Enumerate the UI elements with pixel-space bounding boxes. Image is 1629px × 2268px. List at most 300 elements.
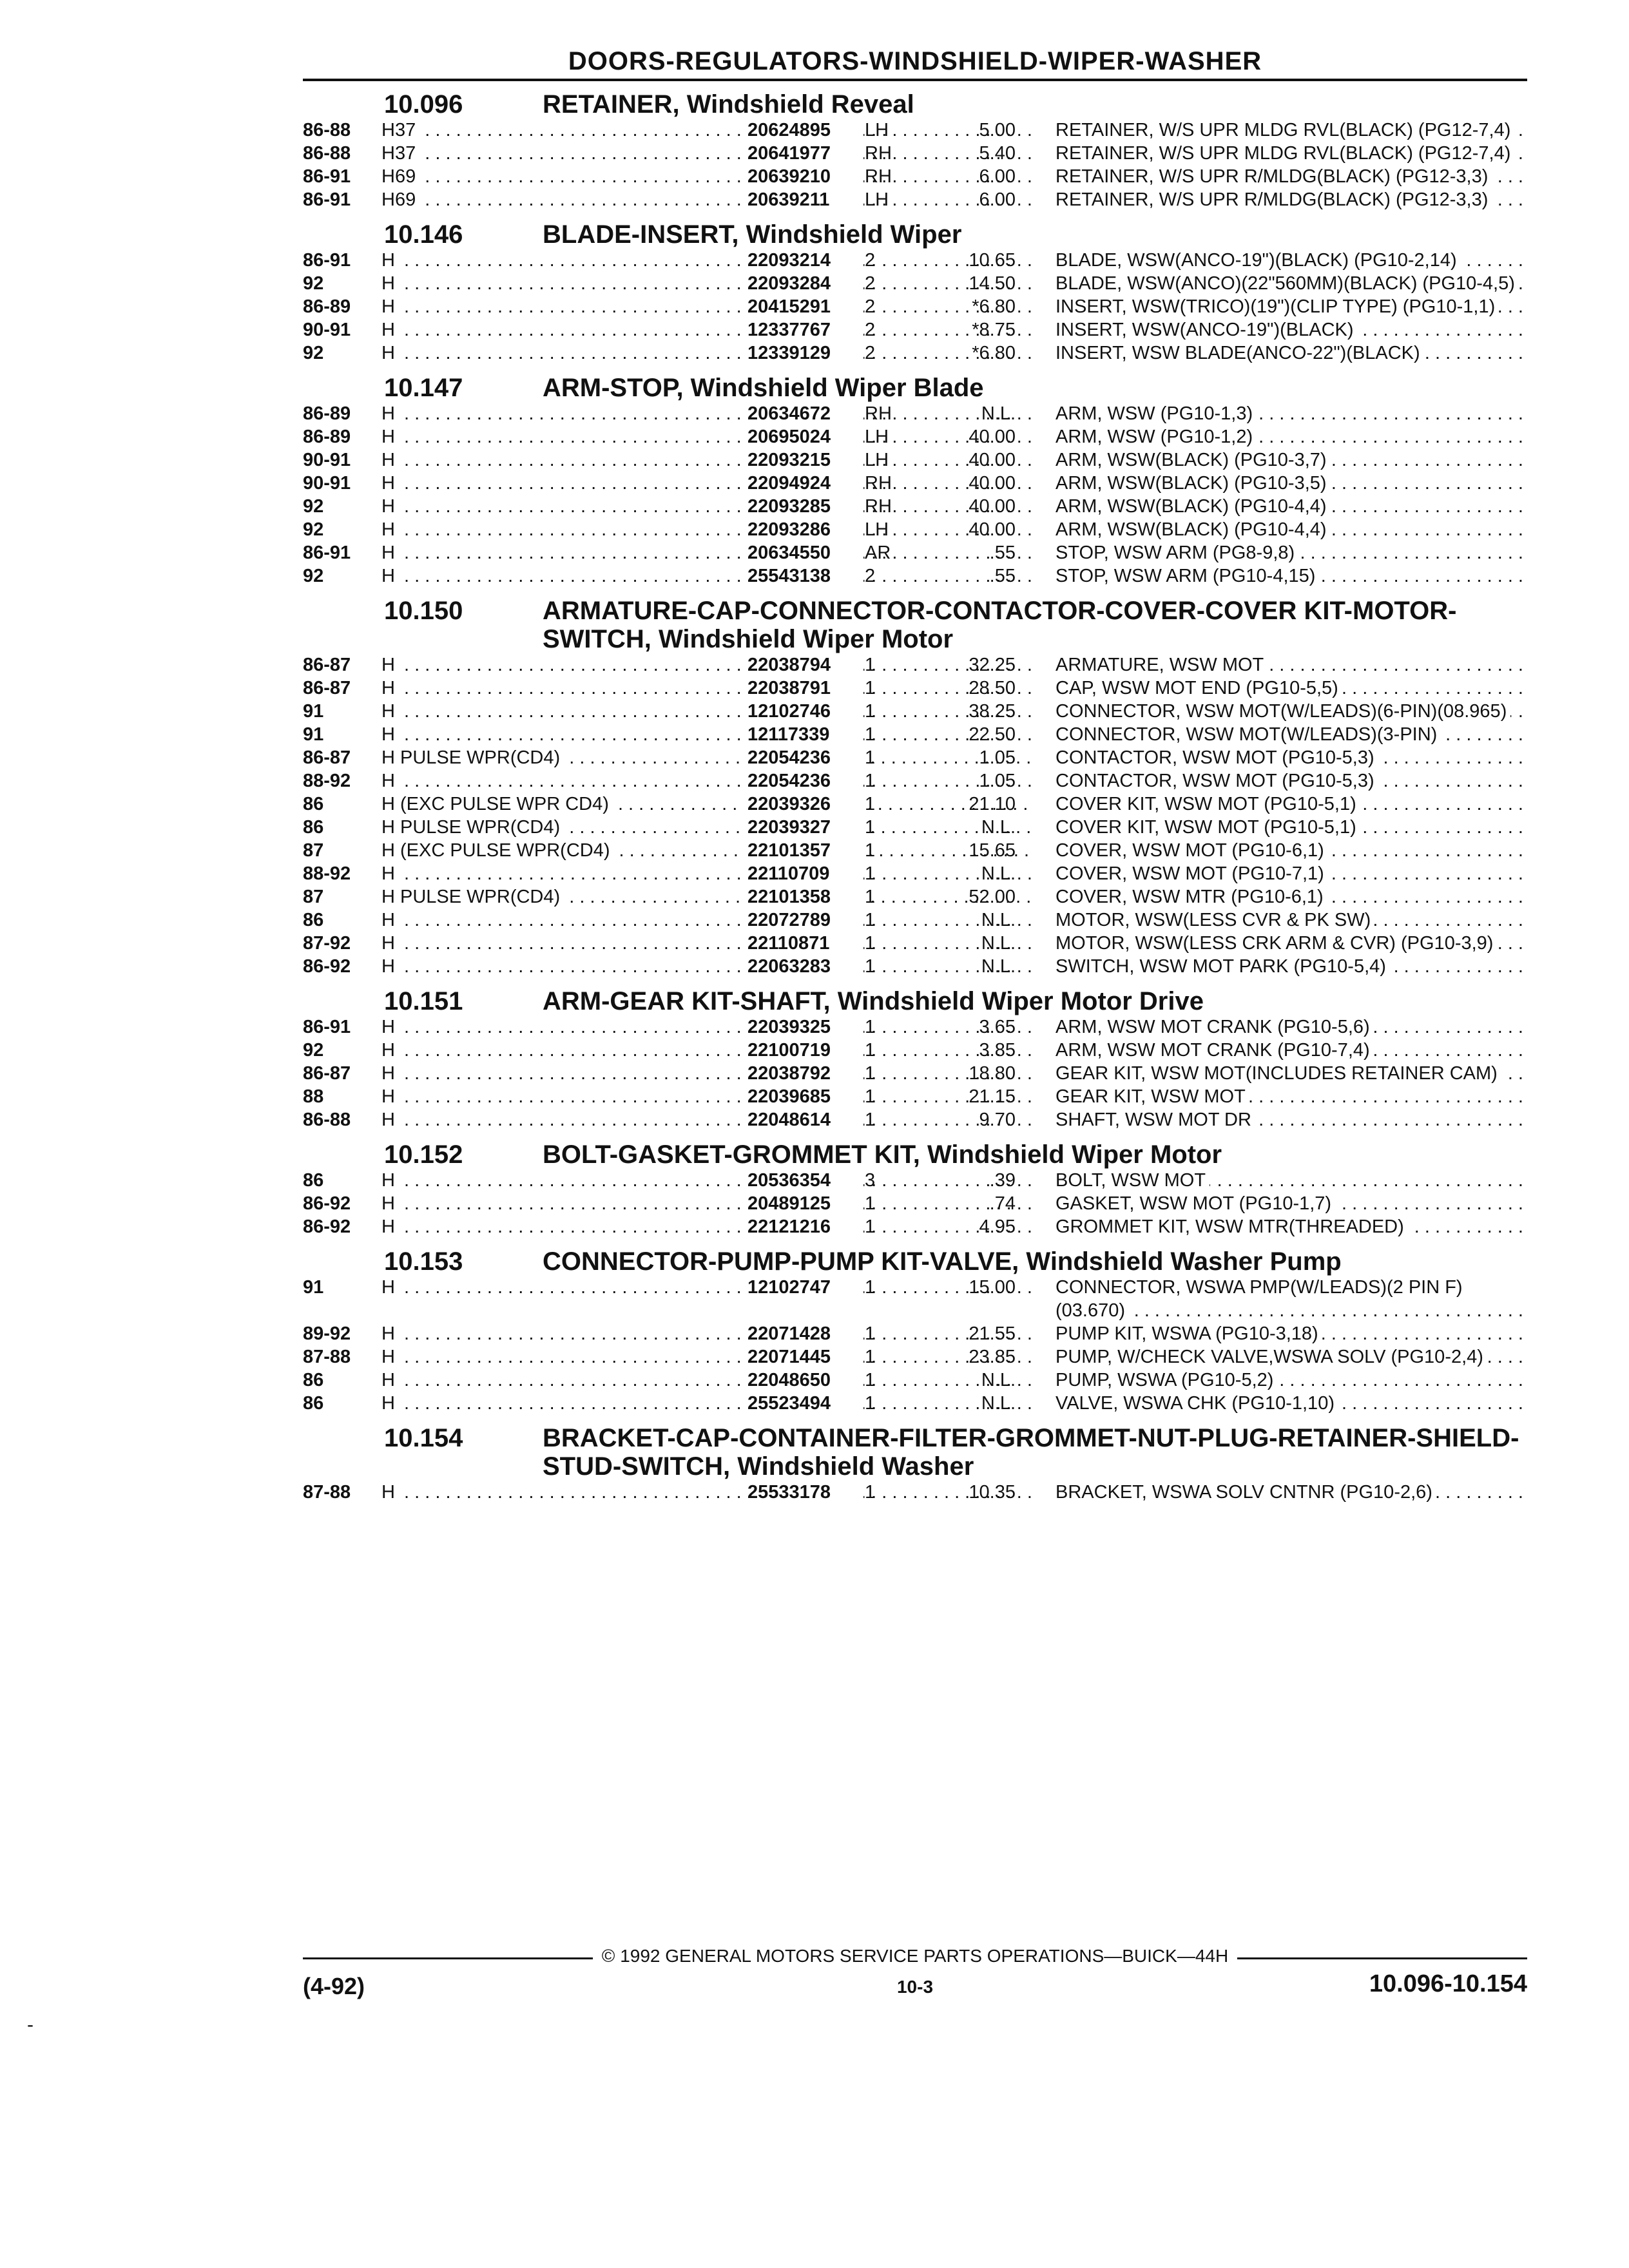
section-number: 10.151 <box>384 987 463 1015</box>
part-number: 22071428 <box>742 1322 863 1345</box>
price: 32.25 <box>969 655 1016 675</box>
price: 14.50 <box>969 273 1016 294</box>
part-number: 20634550 <box>742 541 863 564</box>
part-description <box>1055 839 1523 862</box>
quantity: 2 <box>865 296 876 317</box>
model-year: 86-91 <box>303 250 351 271</box>
quantity: 3 <box>865 1170 876 1191</box>
quantity: LH <box>865 450 889 470</box>
model-code-text: H <box>381 910 399 930</box>
model-year: 87 <box>303 840 324 861</box>
part-description <box>1055 541 1523 564</box>
part-row <box>303 1276 1527 1322</box>
price: 5.00 <box>979 120 1016 140</box>
section-heading <box>303 1247 1527 1276</box>
model-code-text: H (EXC PULSE WPR(CD4) <box>381 840 614 861</box>
description-wrap <box>1055 885 1523 908</box>
part-row <box>303 839 1527 862</box>
quantity: 1 <box>865 956 876 977</box>
part-number: 22038791 <box>742 677 863 700</box>
part-row <box>303 1062 1527 1085</box>
part-description <box>1055 677 1523 700</box>
description-text: ARM, WSW MOT CRANK (PG10-7,4) <box>1055 1040 1374 1061</box>
model-year: 87-92 <box>303 933 351 954</box>
part-description <box>1055 1192 1523 1215</box>
part-row <box>303 653 1527 677</box>
price: 28.50 <box>969 678 1016 698</box>
quantity: 2 <box>865 320 876 340</box>
model-year: 88-92 <box>303 863 351 884</box>
price: N.L. <box>981 403 1016 424</box>
description-wrap <box>1055 541 1523 564</box>
description-text: CAP, WSW MOT END (PG10-5,5) <box>1055 678 1342 698</box>
description-text: COVER KIT, WSW MOT (PG10-5,1) <box>1055 817 1360 838</box>
model-year: 87-88 <box>303 1482 351 1503</box>
section-heading <box>303 987 1527 1015</box>
part-row <box>303 165 1527 188</box>
model-code-text: H <box>381 933 399 954</box>
model-year: 86-92 <box>303 1193 351 1214</box>
description-text: VALVE, WSWA CHK (PG10-1,10) <box>1055 1393 1338 1414</box>
price: 40.00 <box>969 519 1016 540</box>
description-text: GASKET, WSW MOT (PG10-1,7) <box>1055 1193 1335 1214</box>
part-number: 20536354 <box>742 1169 863 1192</box>
price: N.L. <box>981 933 1016 954</box>
part-description <box>1055 472 1523 495</box>
part-description <box>1055 885 1523 908</box>
model-year: 86-88 <box>303 1110 351 1130</box>
part-row <box>303 677 1527 700</box>
section-title: CONNECTOR-PUMP-PUMP KIT-VALVE, Windshield Washer Pump <box>543 1247 1342 1276</box>
part-row <box>303 495 1527 518</box>
sections-container <box>303 90 1527 1504</box>
part-row <box>303 425 1527 448</box>
copyright-text: © 1992 GENERAL MOTORS SERVICE PARTS OPERATIONS—BUICK—44H <box>593 1946 1237 1966</box>
price: N.L. <box>981 910 1016 930</box>
model-year: 86-88 <box>303 143 351 164</box>
model-code-text: H <box>381 450 399 470</box>
part-number: 20624895 <box>742 119 863 142</box>
part-number: 22101357 <box>742 839 863 862</box>
description-wrap <box>1055 816 1523 839</box>
model-year: 91 <box>303 701 324 722</box>
price: 1.05 <box>979 771 1016 791</box>
description-text: CONNECTOR, WSW MOT(W/LEADS)(3-PIN) <box>1055 724 1441 745</box>
quantity: 1 <box>865 1347 876 1367</box>
model-code-text: H <box>381 1393 399 1414</box>
part-description <box>1055 249 1523 272</box>
model-year: 92 <box>303 273 324 294</box>
description-wrap <box>1055 932 1523 955</box>
description-wrap <box>1055 165 1523 188</box>
part-row <box>303 119 1527 142</box>
description-text: GEAR KIT, WSW MOT <box>1055 1086 1249 1107</box>
part-description <box>1055 862 1523 885</box>
description-wrap <box>1055 1062 1523 1085</box>
description-text: GEAR KIT, WSW MOT(INCLUDES RETAINER CAM) <box>1055 1063 1501 1084</box>
section-heading <box>303 374 1527 402</box>
section-title: ARM-GEAR KIT-SHAFT, Windshield Wiper Motor Drive <box>543 987 1204 1015</box>
part-number: 22072789 <box>742 908 863 932</box>
description-wrap <box>1055 495 1523 518</box>
part-row <box>303 472 1527 495</box>
description-wrap <box>1055 318 1523 341</box>
model-year: 86 <box>303 1393 324 1414</box>
model-year: 86-92 <box>303 1216 351 1237</box>
price: 10.35 <box>969 1482 1016 1503</box>
price: N.L. <box>981 817 1016 838</box>
description-wrap <box>1055 1369 1523 1392</box>
section-number: 10.146 <box>384 220 463 249</box>
price: *6.80 <box>972 343 1016 363</box>
model-code-text: H <box>381 1370 399 1390</box>
model-year: 88-92 <box>303 771 351 791</box>
model-year: 92 <box>303 343 324 363</box>
part-row <box>303 402 1527 425</box>
price: 18.80 <box>969 1063 1016 1084</box>
part-number: 22093285 <box>742 495 863 518</box>
description-text: ARM, WSW MOT CRANK (PG10-5,6) <box>1055 1017 1374 1037</box>
quantity: RH <box>865 166 892 187</box>
description-text: SWITCH, WSW MOT PARK (PG10-5,4) <box>1055 956 1390 977</box>
description-wrap <box>1055 862 1523 885</box>
part-row <box>303 341 1527 365</box>
quantity: 1 <box>865 910 876 930</box>
description-text: BRACKET, WSWA SOLV CNTNR (PG10-2,6) <box>1055 1482 1436 1503</box>
part-row <box>303 1322 1527 1345</box>
section-number: 10.147 <box>384 374 463 402</box>
model-year: 86 <box>303 794 324 814</box>
part-row <box>303 518 1527 541</box>
quantity: 1 <box>865 1017 876 1037</box>
model-code-text: H37 <box>381 120 419 140</box>
model-code-text: H <box>381 320 399 340</box>
model-code-text: H (EXC PULSE WPR CD4) <box>381 794 613 814</box>
part-row <box>303 908 1527 932</box>
model-year: 92 <box>303 1040 324 1061</box>
description-text: CONTACTOR, WSW MOT (PG10-5,3) <box>1055 747 1378 768</box>
part-number: 22039326 <box>742 793 863 816</box>
section-heading <box>303 90 1527 119</box>
price: N.L. <box>981 1370 1016 1390</box>
part-description <box>1055 955 1523 978</box>
quantity: 1 <box>865 1086 876 1107</box>
price: 21.10 <box>969 794 1016 814</box>
part-number: 22054236 <box>742 746 863 769</box>
part-description <box>1055 119 1523 142</box>
description-wrap <box>1055 1322 1523 1345</box>
part-number: 12337767 <box>742 318 863 341</box>
price: 21.15 <box>969 1086 1016 1107</box>
description-text: INSERT, WSW(TRICO)(19")(CLIP TYPE) (PG10-1,1) <box>1055 296 1499 317</box>
description-text: MOTOR, WSW(LESS CVR & PK SW) <box>1055 910 1374 930</box>
quantity: 1 <box>865 771 876 791</box>
price: 22.50 <box>969 724 1016 745</box>
model-code-text: H <box>381 1347 399 1367</box>
part-number: 20634672 <box>742 402 863 425</box>
part-row <box>303 1192 1527 1215</box>
price: .74 <box>989 1193 1016 1214</box>
description-text: PUMP, W/CHECK VALVE,WSWA SOLV (PG10-2,4) <box>1055 1347 1487 1367</box>
quantity: AR <box>865 543 891 563</box>
part-number: 22048650 <box>742 1369 863 1392</box>
model-year: 86-88 <box>303 120 351 140</box>
description-wrap <box>1055 1108 1523 1131</box>
section-title: ARMATURE-CAP-CONNECTOR-CONTACTOR-COVER-COVER KIT-MOTOR-SWITCH, Windshield Wiper Motor <box>543 597 1457 653</box>
section-number: 10.153 <box>384 1247 463 1276</box>
model-code-text: H <box>381 1086 399 1107</box>
quantity: 1 <box>865 678 876 698</box>
quantity: 2 <box>865 250 876 271</box>
part-description <box>1055 564 1523 588</box>
quantity: 2 <box>865 343 876 363</box>
model-year: 86 <box>303 1170 324 1191</box>
quantity: 2 <box>865 566 876 586</box>
description-text: GROMMET KIT, WSW MTR(THREADED) <box>1055 1216 1408 1237</box>
part-description <box>1055 700 1523 723</box>
quantity: 1 <box>865 1482 876 1503</box>
part-description <box>1055 653 1523 677</box>
quantity: RH <box>865 496 892 517</box>
footer-page-number: 10-3 <box>896 1977 934 1997</box>
section-heading <box>303 1140 1527 1169</box>
part-number: 22063283 <box>742 955 863 978</box>
description-wrap <box>1055 142 1523 165</box>
model-year: 86 <box>303 817 324 838</box>
description-text: RETAINER, W/S UPR R/MLDG(BLACK) (PG12-3,3) <box>1055 189 1492 210</box>
model-code-text: H <box>381 1193 399 1214</box>
part-number: 25523494 <box>742 1392 863 1415</box>
model-year: 91 <box>303 724 324 745</box>
part-row <box>303 541 1527 564</box>
quantity: 1 <box>865 655 876 675</box>
model-code-text: H <box>381 427 399 447</box>
model-code-text: H <box>381 519 399 540</box>
part-number: 12102746 <box>742 700 863 723</box>
model-year: 92 <box>303 566 324 586</box>
part-description <box>1055 518 1523 541</box>
description-wrap <box>1055 425 1523 448</box>
model-year: 86-87 <box>303 678 351 698</box>
part-description <box>1055 793 1523 816</box>
model-year: 87-88 <box>303 1347 351 1367</box>
part-number: 22038794 <box>742 653 863 677</box>
quantity: 1 <box>865 1277 876 1298</box>
description-wrap <box>1055 1345 1523 1369</box>
price: *8.75 <box>972 320 1016 340</box>
model-code-text: H <box>381 655 399 675</box>
price: 40.00 <box>969 427 1016 447</box>
part-row <box>303 885 1527 908</box>
part-row <box>303 1039 1527 1062</box>
quantity: 1 <box>865 1040 876 1061</box>
part-description <box>1055 816 1523 839</box>
part-number: 20639210 <box>742 165 863 188</box>
part-number: 25543138 <box>742 564 863 588</box>
part-description <box>1055 1015 1523 1039</box>
price: 40.00 <box>969 450 1016 470</box>
footer-date: (4-92) <box>303 1973 365 1999</box>
model-year: 86 <box>303 910 324 930</box>
part-description <box>1055 932 1523 955</box>
model-code-text: H <box>381 863 399 884</box>
quantity: LH <box>865 189 889 210</box>
model-code-text: H <box>381 1277 399 1298</box>
part-row <box>303 862 1527 885</box>
model-year: 90-91 <box>303 450 351 470</box>
section-title: ARM-STOP, Windshield Wiper Blade <box>543 374 984 402</box>
section-title: BLADE-INSERT, Windshield Wiper <box>543 220 962 249</box>
quantity: LH <box>865 519 889 540</box>
part-description <box>1055 272 1523 295</box>
part-number: 20641977 <box>742 142 863 165</box>
description-wrap <box>1055 119 1523 142</box>
price: .39 <box>989 1170 1016 1191</box>
description-text: STOP, WSW ARM (PG10-4,15) <box>1055 566 1319 586</box>
section-heading <box>303 220 1527 249</box>
quantity: RH <box>865 403 892 424</box>
description-wrap <box>1055 1169 1523 1192</box>
part-row <box>303 318 1527 341</box>
quantity: 2 <box>865 273 876 294</box>
model-code-text: H <box>381 543 399 563</box>
part-description <box>1055 425 1523 448</box>
quantity: 1 <box>865 863 876 884</box>
model-year: 86-91 <box>303 189 351 210</box>
description-text: COVER, WSW MOT (PG10-6,1) <box>1055 840 1328 861</box>
description-text: RETAINER, W/S UPR MLDG RVL(BLACK) (PG12-7,4) <box>1055 143 1514 164</box>
footer-range: 10.096-10.154 <box>1369 1970 1527 1997</box>
part-row <box>303 769 1527 793</box>
price: 40.00 <box>969 473 1016 494</box>
quantity: RH <box>865 473 892 494</box>
description-wrap <box>1055 839 1523 862</box>
price: 21.55 <box>969 1323 1016 1344</box>
quantity: 1 <box>865 1110 876 1130</box>
model-year: 88 <box>303 1086 324 1107</box>
part-row <box>303 564 1527 588</box>
part-description <box>1055 723 1523 746</box>
quantity: 1 <box>865 724 876 745</box>
description-wrap <box>1055 955 1523 978</box>
part-number: 12102747 <box>742 1276 863 1299</box>
part-description <box>1055 746 1523 769</box>
price: N.L. <box>981 956 1016 977</box>
description-wrap <box>1055 1392 1523 1415</box>
quantity: 1 <box>865 817 876 838</box>
quantity: 1 <box>865 1393 876 1414</box>
price: 52.00 <box>969 887 1016 907</box>
model-year: 86-91 <box>303 543 351 563</box>
part-description <box>1055 142 1523 165</box>
description-text: ARM, WSW (PG10-1,2) <box>1055 427 1257 447</box>
part-row <box>303 295 1527 318</box>
model-code-text: H <box>381 771 399 791</box>
description-wrap <box>1055 518 1523 541</box>
part-row <box>303 1369 1527 1392</box>
description-wrap <box>1055 908 1523 932</box>
quantity: LH <box>865 120 889 140</box>
price: 9.70 <box>979 1110 1016 1130</box>
model-code-text: H <box>381 1017 399 1037</box>
section-number: 10.154 <box>384 1424 463 1452</box>
part-description <box>1055 1085 1523 1108</box>
part-number: 22110709 <box>742 862 863 885</box>
model-code-text: H <box>381 701 399 722</box>
model-year: 86-89 <box>303 427 351 447</box>
section-title: BRACKET-CAP-CONTAINER-FILTER-GROMMET-NUT-PLUG-RETAINER-SHIELD-STUD-SWITCH, Windshield Washer <box>543 1424 1519 1481</box>
description-text: ARM, WSW(BLACK) (PG10-4,4) <box>1055 496 1331 517</box>
price: 10.65 <box>969 250 1016 271</box>
part-number: 22110871 <box>742 932 863 955</box>
model-code-text: H <box>381 343 399 363</box>
part-number: 22101358 <box>742 885 863 908</box>
description-text: RETAINER, W/S UPR R/MLDG(BLACK) (PG12-3,3) <box>1055 166 1492 187</box>
description-text: CONTACTOR, WSW MOT (PG10-5,3) <box>1055 771 1378 791</box>
section-title: RETAINER, Windshield Reveal <box>543 90 914 119</box>
model-code-text: H <box>381 296 399 317</box>
quantity: 1 <box>865 1063 876 1084</box>
description-wrap <box>1055 272 1523 295</box>
price: 4.95 <box>979 1216 1016 1237</box>
model-year: 92 <box>303 519 324 540</box>
part-number: 22093214 <box>742 249 863 272</box>
description-wrap <box>1055 341 1523 365</box>
price: .55 <box>989 566 1016 586</box>
price: 3.85 <box>979 1040 1016 1061</box>
part-number: 22038792 <box>742 1062 863 1085</box>
quantity: 1 <box>865 887 876 907</box>
price: 23.85 <box>969 1347 1016 1367</box>
part-row <box>303 448 1527 472</box>
quantity: 1 <box>865 840 876 861</box>
section-number: 10.152 <box>384 1140 463 1169</box>
model-code-text: H <box>381 473 399 494</box>
model-code-text: H <box>381 724 399 745</box>
model-code-text: H37 <box>381 143 419 164</box>
part-description <box>1055 1039 1523 1062</box>
quantity: 1 <box>865 794 876 814</box>
part-row <box>303 1085 1527 1108</box>
description-wrap <box>1055 402 1523 425</box>
model-code-text: H69 <box>381 166 419 187</box>
part-description <box>1055 1276 1523 1322</box>
price: 40.00 <box>969 496 1016 517</box>
part-row <box>303 249 1527 272</box>
description-wrap <box>1055 723 1523 746</box>
part-number: 20639211 <box>742 188 863 211</box>
model-code-text: H <box>381 1063 399 1084</box>
part-number: 22093284 <box>742 272 863 295</box>
description-text: MOTOR, WSW(LESS CRK ARM & CVR) (PG10-3,9) <box>1055 933 1497 954</box>
model-code-text: H PULSE WPR(CD4) <box>381 887 564 907</box>
quantity: 1 <box>865 933 876 954</box>
model-code-text: H69 <box>381 189 419 210</box>
description-text: PUMP KIT, WSWA (PG10-3,18) <box>1055 1323 1322 1344</box>
description-wrap <box>1055 677 1523 700</box>
part-number: 12339129 <box>742 341 863 365</box>
page-footer <box>303 1942 1527 2019</box>
description-wrap <box>1055 700 1523 723</box>
part-row <box>303 700 1527 723</box>
description-text: BLADE, WSW(ANCO)(22"560MM)(BLACK) (PG10-4,5) <box>1055 273 1519 294</box>
part-description <box>1055 1169 1523 1192</box>
stray-mark: - <box>27 2014 34 2035</box>
part-number: 22071445 <box>742 1345 863 1369</box>
part-description <box>1055 165 1523 188</box>
description-text: ARM, WSW(BLACK) (PG10-3,7) <box>1055 450 1331 470</box>
model-code-text: H <box>381 273 399 294</box>
